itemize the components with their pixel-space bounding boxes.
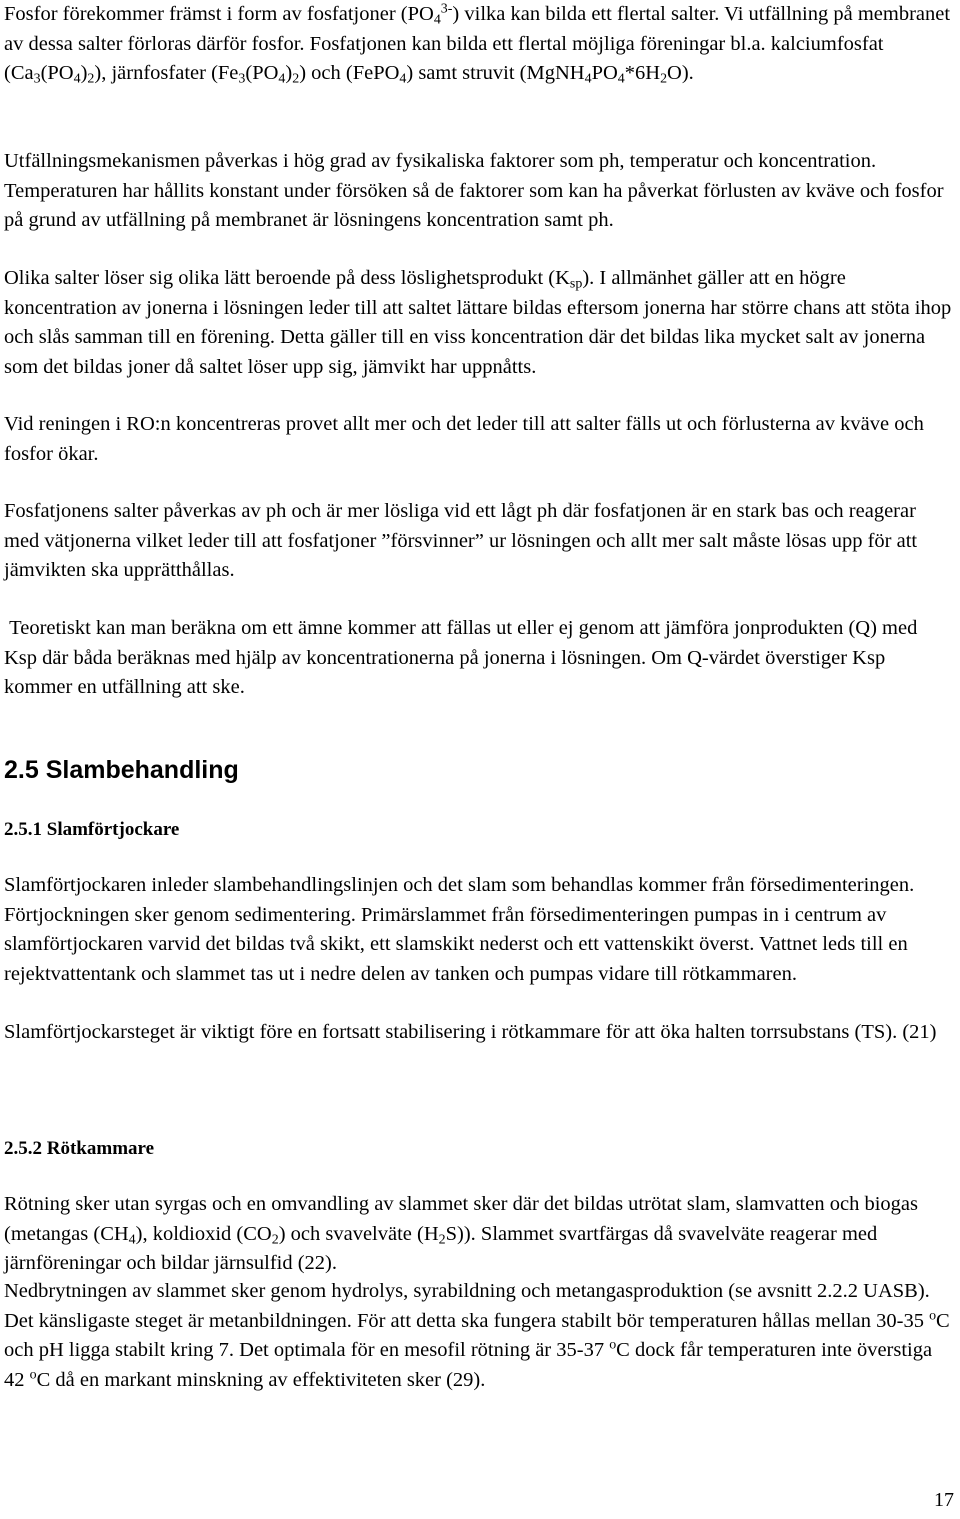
superscript: o [609,1337,617,1353]
subscript: 3 [238,71,246,87]
text: ) och (FePO [299,62,400,84]
page-number: 17 [934,1489,954,1511]
heading-slambehandling: 2.5 Slambehandling [4,756,239,784]
paragraph-utfallning: Utfällningsmekanismen påverkas i hög grad av fysikaliska faktorer som ph, temperatur och koncentration. Temperaturen har hållits konstant under försöken så de faktorer som kan ha påverkat förlusten av kväve och fosfor på grund av utfällning på membranet är lösningens koncentration samt ph. [4,150,944,231]
text: O). [667,62,694,84]
text: ) vilka kan bilda ett flertal salter. Vi utfällning på membranet av dessa salter förloras därför fosfor. Fosfatjonen kan bilda ett flertal möjliga föreningar bl.a. kalciumfosfat (Ca [4,3,951,84]
text: (PO [40,62,74,84]
text: C och pH ligga stabilt kring 7. Det optimala för en mesofil rötning är 35-37 [4,1309,950,1361]
subscript: 4 [128,1231,136,1247]
text: C då en markant minskning av effektiviteten sker (29). [36,1368,486,1391]
text: C dock får temperaturen inte överstiga 42 [4,1339,933,1391]
subscript: 3 [33,71,41,87]
text: *6H [624,62,661,84]
subscript: 2 [271,1231,279,1247]
subscript: 4 [584,71,592,87]
text: ). I allmänhet gäller att en högre koncentration av jonerna i lösningen leder till att saltet lättare bildas eftersom jonerna har större chans att stöta ihop och slås samman till en förening. Detta gäller till en viss koncentration där det bildas lika mycket salt av jonerna som det bildas joner då saltet löser upp sig, jämvikt har uppnåtts. [4,267,952,378]
subscript: 2 [292,71,300,87]
subscript: sp [569,276,583,292]
paragraph-fosfor [4,0,954,89]
paragraph-nedbrytning [4,1277,954,1395]
paragraph-losligthetsprodukt [4,264,954,382]
text: ) [285,62,293,84]
subscript: 4 [73,71,81,87]
text: (PO [245,62,279,84]
paragraph-slamfortjockarsteget: Slamförtjockarsteget är viktigt före en fortsatt stabilisering i rötkammare för att öka halten torrsubstans (TS). (21) [4,1021,937,1043]
heading-rotkammare: 2.5.2 Rötkammare [4,1138,155,1159]
text: S)). Slammet svartfärgas då svavelväte reagerar med järnföreningar och bildar järnsulfid (22). [4,1222,878,1274]
heading-slamfortjockare: 2.5.1 Slamförtjockare [4,819,180,840]
text: ), koldioxid (CO [135,1222,272,1245]
text: Rötning sker utan syrgas och en omvandling av slammet sker där det bildas utrötat slam, slamvatten och biogas (metangas (CH [4,1193,918,1245]
superscript: 3- [440,1,453,17]
subscript: 2 [660,71,668,87]
superscript: o [929,1307,937,1323]
text: ) och svavelväte (H [278,1222,439,1245]
text: Nedbrytningen av slammet sker genom hydrolys, syrabildning och metangasproduktion (se avsnitt 2.2.2 UASB). Det känsligaste steget är metanbildningen. För att detta ska fungera stabilt bör temperaturen hållas mellan 30-35 [4,1280,930,1332]
subscript: 2 [438,1231,446,1247]
subscript: 4 [433,12,441,28]
subscript: 4 [399,71,407,87]
paragraph-ro: Vid reningen i RO:n koncentreras provet allt mer och det leder till att salter fälls ut och förlusterna av kväve och fosfor ökar. [4,413,924,465]
text: Fosfor förekommer främst i form av fosfatjoner (PO [4,3,434,25]
subscript: 2 [87,71,95,87]
paragraph-rotning [4,1190,954,1279]
text: PO [591,62,618,84]
text: ) samt struvit (MgNH [406,62,585,84]
subscript: 4 [617,71,625,87]
paragraph-slamfortjockare: Slamförtjockaren inleder slambehandlingslinjen och det slam som behandlas kommer från försedimenteringen. Förtjockningen sker genom sedimentering. Primärslammet från försedimenteringen pumpas in i centrum av slamförtjockaren varvid det bildas två skikt, ett slamskikt nederst och ett vattenskikt överst. Vattnet leds till en rejektvattentank och slammet tas ut i nedre delen av tanken och pumpas vidare till rötkammaren. [4,874,915,985]
text: ) [80,62,88,84]
paragraph-teoretiskt: Teoretiskt kan man beräkna om ett ämne kommer att fällas ut eller ej genom att jämföra jonprodukten (Q) med Ksp där båda beräknas med hjälp av koncentrationerna på jonerna i lösningen. Om Q-värdet överstiger Ksp kommer en utfällning att ske. [4,617,923,698]
subscript: 4 [278,71,286,87]
superscript: o [29,1366,37,1382]
paragraph-fosfatjon-salter: Fosfatjonens salter påverkas av ph och är mer lösliga vid ett lågt ph där fosfatjonen är en stark bas och reagerar med vätjonerna vilket leder till att fosfatjoner ”försvinner” ur lösningen och allt mer salt måste lösas upp för att jämvikten ska upprätthållas. [4,500,918,581]
text: ), järnfosfater (Fe [94,62,239,84]
text: Olika salter löser sig olika lätt beroende på dess löslighetsprodukt (K [4,267,570,289]
